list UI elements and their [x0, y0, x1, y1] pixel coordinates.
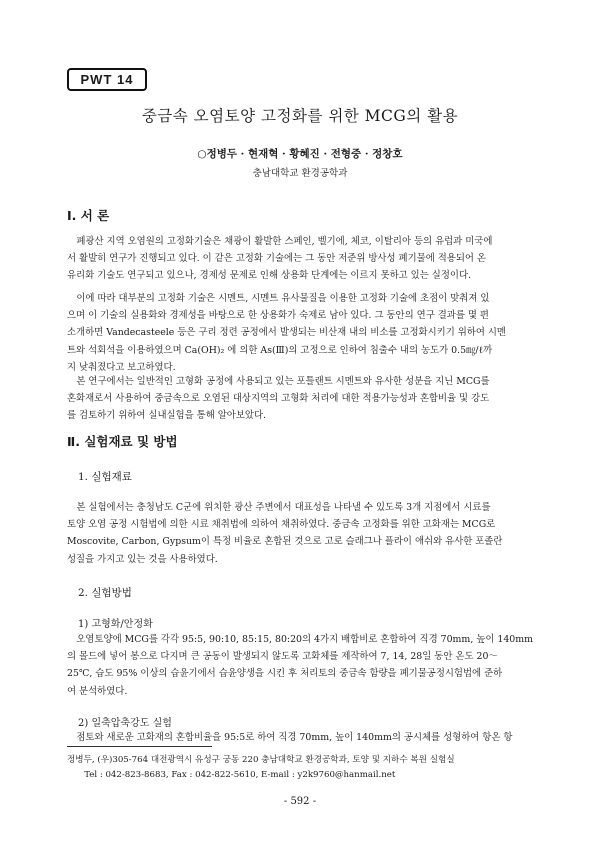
text-line: 여 분석하였다. — [67, 685, 128, 697]
text-line: 오염토양에 MCG를 각각 95:5, 90:10, 85:15, 80:20의 4가지 배합비로 혼합하여 직경 70mm, 높이 140mm — [67, 634, 534, 645]
intro-paragraph-3 — [67, 373, 540, 425]
text-line: 본 실험에서는 충청남도 C군에 위치한 광산 주변에서 대표성을 나타낼 수 있도록 3개 지점에서 시료를 — [67, 502, 491, 513]
text-line: 본 연구에서는 일반적인 고형화 공정에 사용되고 있는 포틀랜트 시멘트와 유사한 성분을 지닌 MCG를 — [67, 376, 490, 387]
text-line: 성질을 가지고 있는 것을 사용하였다. — [67, 553, 218, 565]
text-line: 폐광산 지역 오염원의 고정화기술은 채광이 활발한 스페인, 벨기에, 체코, 이탈리아 등의 유럽과 미국에 — [67, 236, 493, 247]
intro-paragraph-1 — [67, 233, 540, 285]
page-number: - 592 - — [283, 796, 317, 807]
text-line: 의 몰드에 넣어 봉으로 다지며 큰 공동이 발생되지 않도록 고화체를 제작하여 7, 14, 28일 동안 온도 20～ — [67, 651, 498, 663]
footnote-rule — [67, 746, 212, 747]
subsection-heading-methods: 2. 실험방법 — [78, 587, 132, 599]
text-line: Moscovite, Carbon, Gypsum이 특정 비율로 혼합된 것으로 고로 슬래그나 플라이 애쉬와 유사한 포졸란 — [67, 536, 503, 548]
text-line: 25℃, 습도 95% 이상의 습윤기에서 습윤양생을 시킨 후 처리토의 중금속 함량을 폐기물공정시험법에 준하 — [67, 668, 503, 680]
footnote-address: 정병두, (우)305-764 대전광역시 유성구 궁동 220 충남대학교 환경공학과, 토양 및 지하수 복원 실험실 — [67, 755, 455, 765]
text-line: 유리화 기술도 연구되고 있으나, 경제성 문제로 인해 상용화 단계에는 이르지 못하고 있는 실정이다. — [67, 270, 471, 282]
section-heading-introduction: Ⅰ. 서 론 — [67, 208, 110, 223]
text-line: 를 검토하기 위하여 실내실험을 통해 알아보았다. — [67, 410, 267, 422]
text-line: 서 활발히 연구가 진행되고 있다. 이 같은 고정화 기술에는 그 동안 저준위 방사성 폐기물에 적용되어 온 — [67, 253, 486, 265]
text-line: 트와 석회석을 이용하였으며 Ca(OH)₂ 에 의한 As(Ⅲ)의 고정으로 인하여 침출수 내의 농도가 0.5㎎/ℓ까 — [67, 344, 493, 356]
author-list: ○정병두 · 현재혁 · 황혜진 · 전형중 · 정창호 — [197, 148, 403, 160]
paper-title: 중금속 오염토양 고정화를 위한 MCG의 활용 — [141, 107, 459, 125]
text-line: 혼화재로서 사용하여 중금속으로 오염된 대상지역의 고형화 처리에 대한 적용가능성과 혼합비율 및 강도 — [67, 393, 490, 405]
solidification-paragraph — [67, 631, 540, 700]
compression-paragraph — [67, 729, 540, 746]
section-heading-methods: Ⅱ. 실험재료 및 방법 — [67, 434, 178, 449]
text-line: 소개하면 Vandecasteele 등은 구리 정련 공정에서 발생되는 비산재 내의 비소를 고정화시키기 위하여 시멘 — [67, 327, 506, 339]
intro-paragraph-2 — [67, 290, 540, 376]
footnote-contact: Tel : 042-823-8683, Fax : 042-822-5610, E-mail : y2k9760@hanmail.net — [67, 770, 396, 780]
paper-code-badge: PWT 14 — [67, 68, 147, 91]
text-line: 토양 오염 공정 시험법에 의한 시료 채취법에 의하여 채취하였다. 중금속 고정화를 위한 고화재는 MCG로 — [67, 519, 496, 531]
materials-paragraph — [67, 499, 540, 568]
subsection-heading-materials: 1. 실험재료 — [78, 471, 132, 483]
text-line: 점토와 새로운 고화재의 혼합비율을 95:5로 하여 직경 70mm, 높이 140mm의 공시체를 성형하여 항온 항 — [67, 732, 513, 743]
subsubsection-heading-solidification: 1) 고형화/안정화 — [78, 619, 153, 630]
text-line: 으며 이 기술의 실용화와 경제성을 바탕으로 한 상용화가 숙제로 남아 있다. 그 동안의 연구 결과를 몇 편 — [67, 310, 489, 322]
text-line: 지 낮춰졌다고 보고하였다. — [67, 361, 176, 373]
affiliation: 충남대학교 환경공학과 — [252, 168, 348, 179]
subsubsection-heading-compression-test: 2) 일축압축강도 실험 — [78, 718, 172, 729]
text-line: 이에 따라 대부분의 고정화 기술은 시멘트, 시멘트 유사물질을 이용한 고정화 기술에 초점이 맞춰져 있 — [67, 293, 490, 304]
